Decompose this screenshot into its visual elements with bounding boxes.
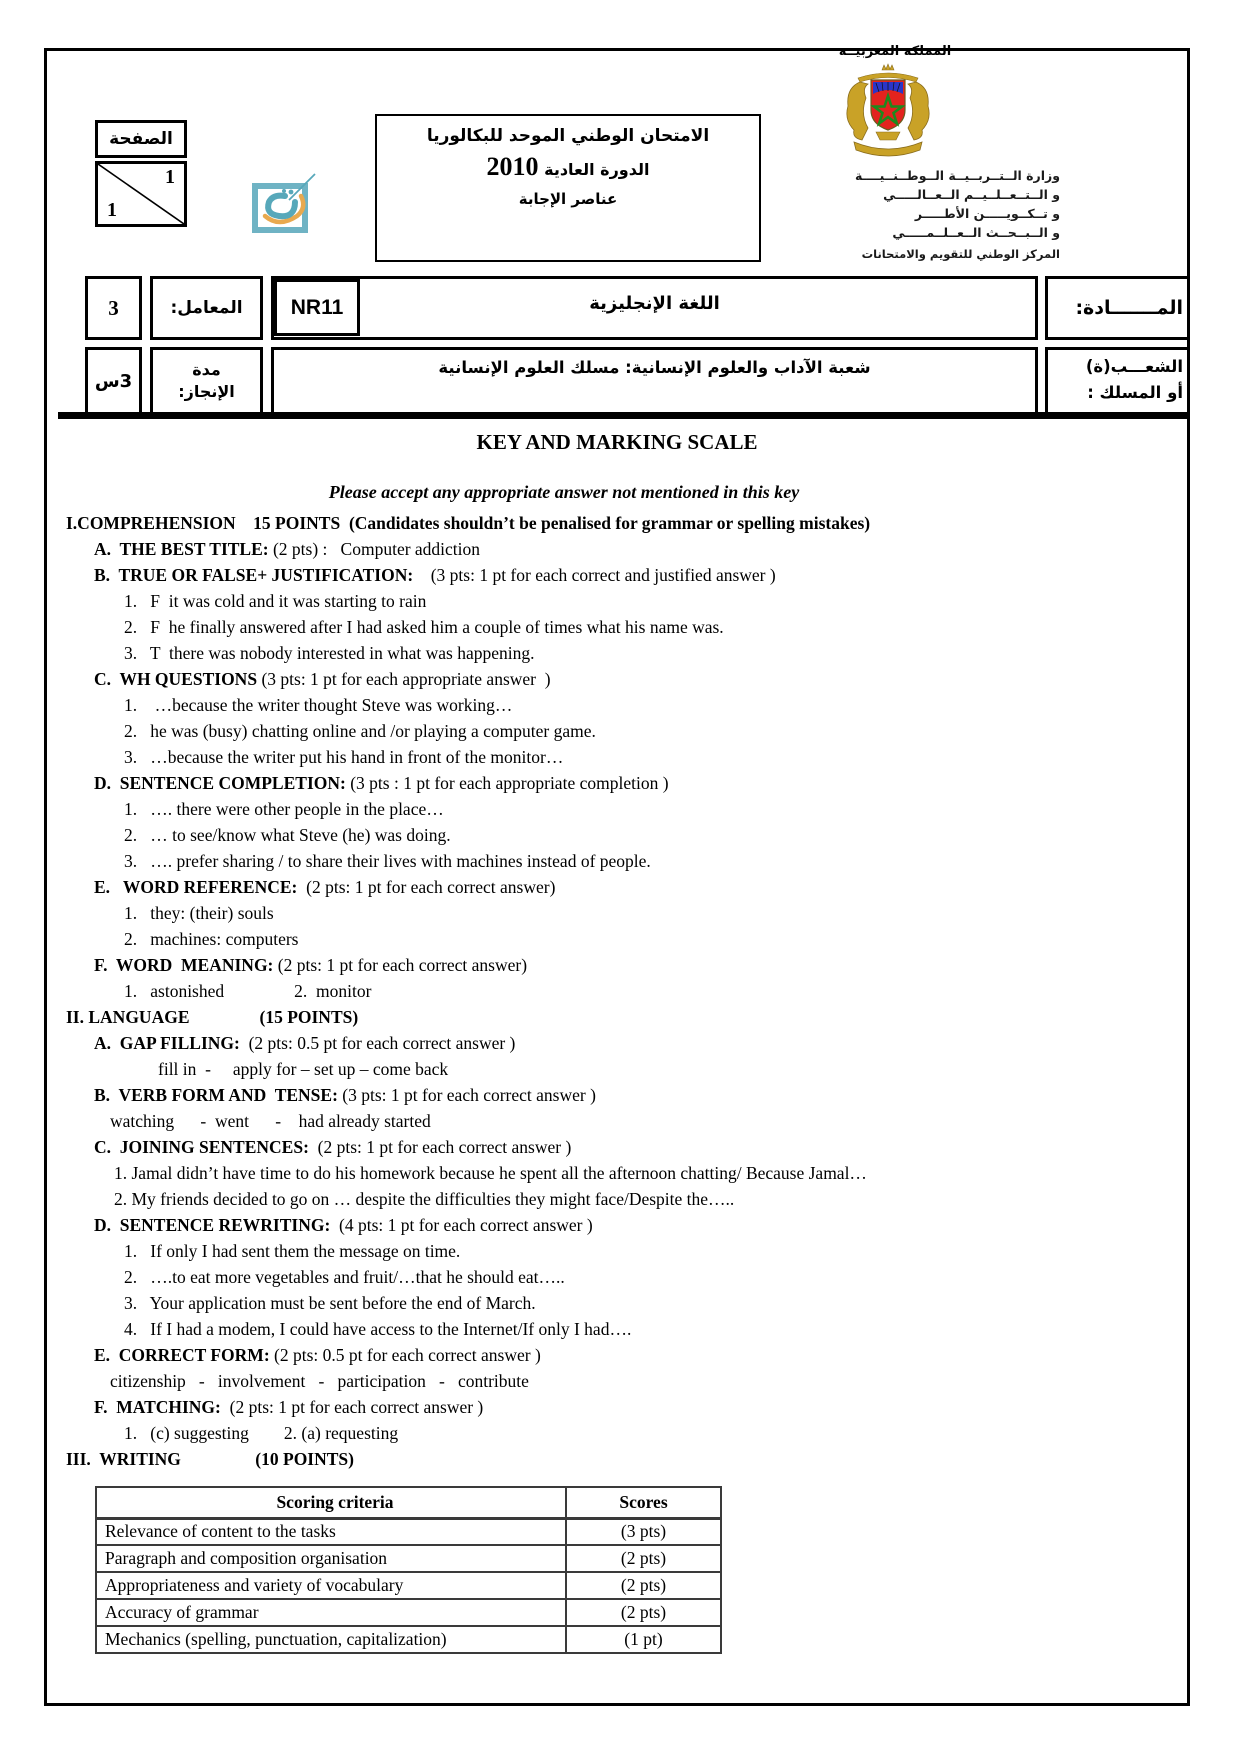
item-verb-form-heading: B. VERB FORM AND TENSE: (3 pts: 1 pt for each correct answer ): [94, 1085, 596, 1105]
header-scores: Scores: [566, 1487, 721, 1518]
true-false-answer-3: 3. T there was nobody interested in what was happening.: [124, 643, 535, 663]
exam-title-line1: الامتحان الوطني الموحد للبكالوريا: [426, 126, 710, 146]
verb-form-answers: watching - went - had already started: [110, 1111, 431, 1131]
rewriting-answer-4: 4. If I had a modem, I could have access to the Internet/If only I had….: [124, 1319, 632, 1339]
score-relevance: (3 pts): [566, 1518, 721, 1545]
ministry-line-3: و تــكــويـــــن الأطـــــر: [914, 206, 1060, 221]
duration-value-cell: 3س: [85, 347, 142, 415]
coefficient-label-cell: المعامل:: [150, 276, 263, 340]
rewriting-answer-1: 1. If only I had sent them the message on time.: [124, 1241, 461, 1261]
writing-scoring-table: [95, 1486, 722, 1654]
session-label: الدورة العادية: [544, 160, 650, 179]
page-label: الصفحة: [109, 129, 173, 149]
score-grammar: (2 pts): [566, 1599, 721, 1626]
completion-answer-1: 1. …. there were other people in the place…: [124, 799, 444, 819]
morocco-coat-of-arms-icon: [838, 62, 938, 164]
completion-answer-3: 3. …. prefer sharing / to share their lives with machines instead of people.: [124, 851, 651, 871]
table-row: [96, 1518, 721, 1545]
table-header-row: [96, 1487, 721, 1518]
criteria-relevance: Relevance of content to the tasks: [96, 1518, 566, 1545]
criteria-grammar: Accuracy of grammar: [96, 1599, 566, 1626]
true-false-answer-2: 2. F he finally answered after I had asked him a couple of times what his name was.: [124, 617, 724, 637]
coefficient-value-cell: 3: [85, 276, 142, 340]
item-sentence-rewriting-heading: D. SENTENCE REWRITING: (4 pts: 1 pt for each correct answer ): [94, 1215, 593, 1235]
branch-cell: شعبة الآداب والعلوم الإنسانية: مسلك العلوم الإنسانية: [271, 347, 1038, 415]
item-best-title: A. THE BEST TITLE: (2 pts) : Computer addiction: [94, 539, 481, 559]
header-scoring-criteria: Scoring criteria: [96, 1487, 566, 1518]
document-title: KEY AND MARKING SCALE: [476, 430, 758, 454]
item-word-reference-heading: E. WORD REFERENCE: (2 pts: 1 pt for each correct answer): [94, 877, 556, 897]
criteria-vocabulary: Appropriateness and variety of vocabulary: [96, 1572, 566, 1599]
meaning-answers: 1. astonished 2. monitor: [124, 981, 372, 1001]
table-row: [96, 1626, 721, 1653]
branch-label-line2: أو المسلك :: [1087, 383, 1183, 402]
joining-answer-1: 1. Jamal didn’t have time to do his homework because he spent all the afternoon chatting/ Because Jamal…: [114, 1163, 867, 1183]
score-vocabulary: (2 pts): [566, 1572, 721, 1599]
subject-label-cell: المـــــــادة:: [1045, 276, 1190, 340]
answer-elements-label: عناصر الإجابة: [518, 190, 618, 208]
score-organisation: (2 pts): [566, 1545, 721, 1572]
page-number-box: [95, 161, 187, 227]
page-number-total: 1: [107, 199, 117, 221]
item-word-meaning-heading: F. WORD MEANING: (2 pts: 1 pt for each correct answer): [94, 955, 528, 975]
table-row: [96, 1545, 721, 1572]
duration-label-line1: مدة: [192, 360, 221, 379]
national-center-line: المركز الوطني للتقويم والامتحانات: [861, 247, 1060, 261]
criteria-organisation: Paragraph and composition organisation: [96, 1545, 566, 1572]
table-row: [96, 1599, 721, 1626]
branch-label-cell: [1045, 347, 1190, 415]
wh-answer-2: 2. he was (busy) chatting online and /or playing a computer game.: [124, 721, 596, 741]
completion-answer-2: 2. … to see/know what Steve (he) was doing.: [124, 825, 451, 845]
ministry-line-4: و الــبــحــث الــعــلــمـــــي: [892, 225, 1060, 240]
score-mechanics: (1 pt): [566, 1626, 721, 1653]
ministry-text-block: [770, 166, 1060, 264]
item-matching-heading: F. MATCHING: (2 pts: 1 pt for each correct answer ): [94, 1397, 484, 1417]
true-false-answer-1: 1. F it was cold and it was starting to rain: [124, 591, 427, 611]
page-number-current: 1: [165, 166, 175, 188]
answer-key-body: [66, 510, 1181, 1472]
exam-title-box: [375, 114, 761, 262]
kingdom-title: المملكة المغربيــة: [838, 44, 952, 59]
item-true-false-heading: B. TRUE OR FALSE+ JUSTIFICATION: (3 pts: 1 pt for each correct and justified answer ): [94, 565, 776, 585]
table-row: [96, 1572, 721, 1599]
section-writing-heading: III. WRITING (10 POINTS): [66, 1449, 354, 1469]
ministry-line-2: و الــتــعــلــيــم الــعــالـــــي: [883, 187, 1060, 202]
section-comprehension-heading: I.COMPREHENSION 15 POINTS (Candidates shouldn’t be penalised for grammar or spelling mistakes): [66, 513, 871, 533]
exam-session-line: [377, 152, 759, 182]
joining-answer-2: 2. My friends decided to go on … despite the difficulties they might face/Despite the…..: [114, 1189, 735, 1209]
section-language-heading: II. LANGUAGE (15 POINTS): [66, 1007, 359, 1027]
item-joining-sentences-heading: C. JOINING SENTENCES: (2 pts: 1 pt for each correct answer ): [94, 1137, 572, 1157]
subject-name: اللغة الإنجليزية: [589, 293, 720, 314]
session-year: 2010: [486, 152, 539, 181]
reference-answer-2: 2. machines: computers: [124, 929, 299, 949]
rewriting-answer-3: 3. Your application must be sent before the end of March.: [124, 1293, 536, 1313]
header-divider: [58, 412, 1188, 419]
correct-form-answers: citizenship - involvement - participation - contribute: [110, 1371, 529, 1391]
reference-answer-1: 1. they: (their) souls: [124, 903, 274, 923]
subject-cell: [271, 276, 1038, 340]
wh-answer-3: 3. …because the writer put his hand in front of the monitor…: [124, 747, 564, 767]
evaluation-center-logo-icon: [251, 172, 323, 234]
rewriting-answer-2: 2. ….to eat more vegetables and fruit/…that he should eat…..: [124, 1267, 565, 1287]
wh-answer-1: 1. …because the writer thought Steve was working…: [124, 695, 513, 715]
gap-filling-answers: fill in - apply for – set up – come back: [158, 1059, 449, 1079]
item-correct-form-heading: E. CORRECT FORM: (2 pts: 0.5 pt for each correct answer ): [94, 1345, 541, 1365]
duration-label-cell: [150, 347, 263, 415]
matching-answers: 1. (c) suggesting 2. (a) requesting: [124, 1423, 399, 1443]
item-wh-questions-heading: C. WH QUESTIONS (3 pts: 1 pt for each appropriate answer ): [94, 669, 551, 689]
branch-label-line1: الشعـــب(ة): [1085, 357, 1183, 376]
item-gap-filling-heading: A. GAP FILLING: (2 pts: 0.5 pt for each correct answer ): [94, 1033, 516, 1053]
marking-note: Please accept any appropriate answer not mentioned in this key: [328, 482, 800, 502]
exam-code-box: NR11: [274, 279, 360, 336]
duration-label-line2: الإنجاز:: [178, 382, 235, 401]
criteria-mechanics: Mechanics (spelling, punctuation, capitalization): [96, 1626, 566, 1653]
page-label-box: [95, 120, 187, 158]
item-sentence-completion-heading: D. SENTENCE COMPLETION: (3 pts : 1 pt for each appropriate completion ): [94, 773, 669, 793]
ministry-line-1: وزارة الــتــربــيــة الــوطــنــيــــة: [854, 168, 1060, 183]
